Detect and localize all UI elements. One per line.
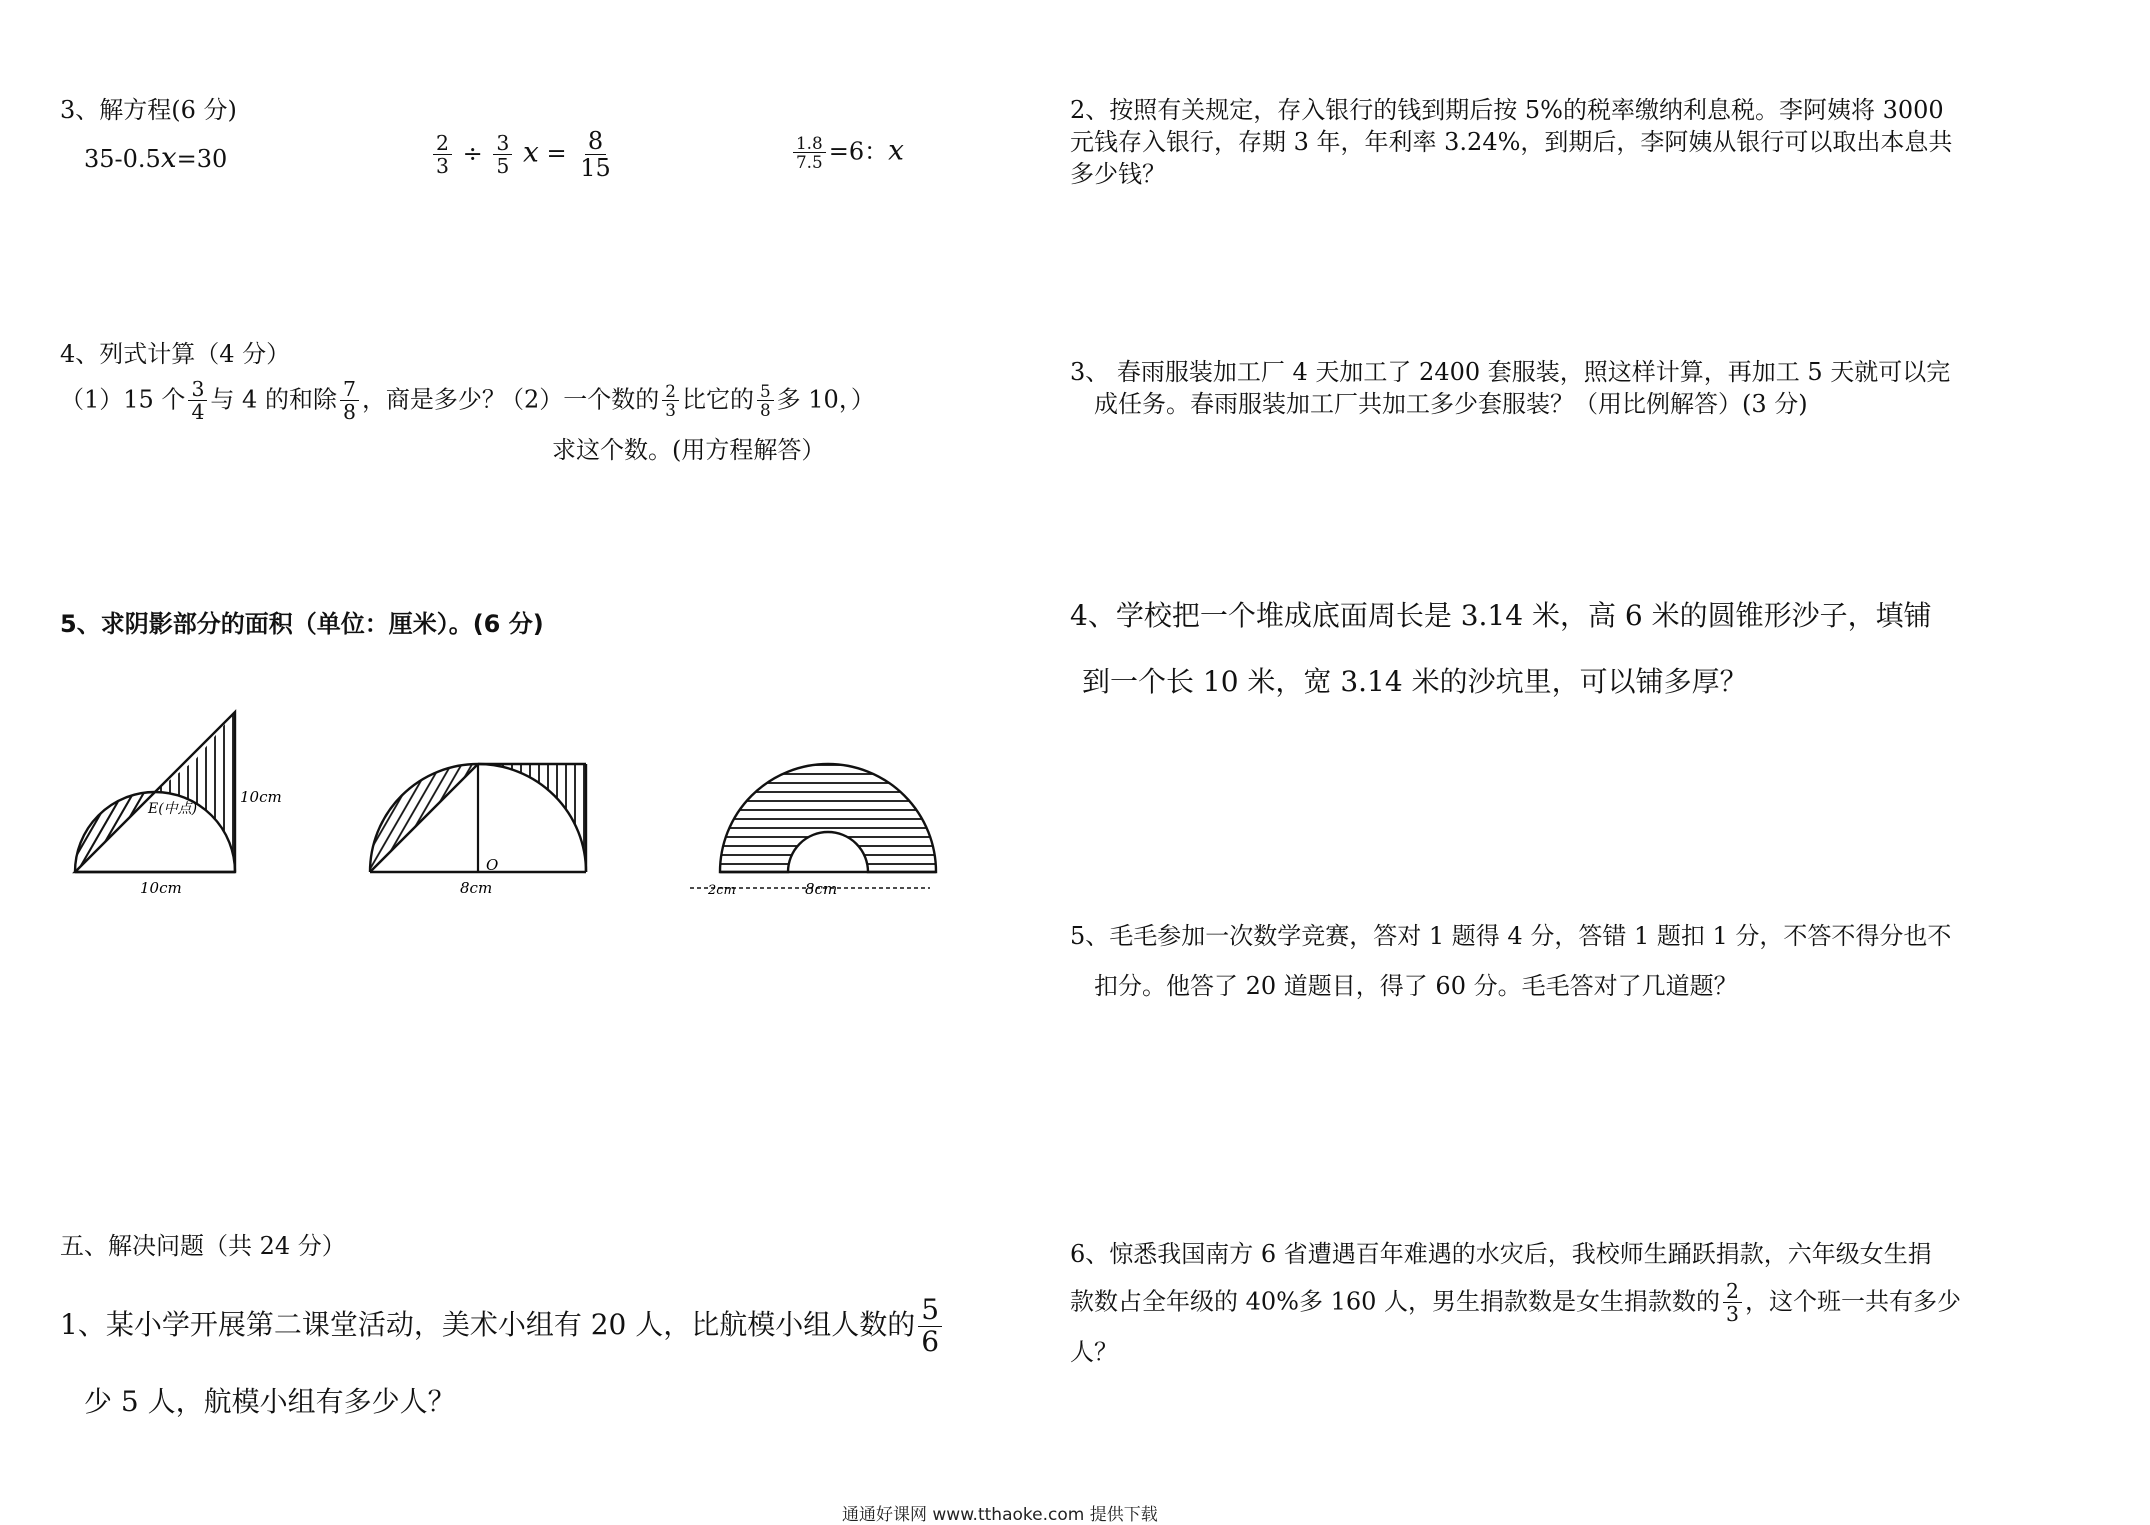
fig1-label-side: 10cm xyxy=(240,788,282,806)
eq2-frac-2-den: 5 xyxy=(496,154,510,179)
fig2-label-o: O xyxy=(486,856,499,874)
equation-1 xyxy=(84,142,227,175)
r-q6-line-1: 6、惊悉我国南方 6 省遭遇百年难遇的水灾后，我校师生踊跃捐款，六年级女生捐 xyxy=(1070,1240,1932,1268)
figure-3 xyxy=(690,764,936,898)
eq2-frac-1-den: 3 xyxy=(436,154,449,179)
r-q5-line-1: 5、毛毛参加一次数学竞赛，答对 1 题得 4 分，答错 1 题扣 1 分，不答不得分也不 xyxy=(1070,922,1952,950)
r-q6-line-3: 人？ xyxy=(1070,1338,1118,1366)
eq1-var: x xyxy=(160,141,177,174)
eq2-frac-2-num: 3 xyxy=(493,132,512,155)
r-q5-line-2: 扣分。他答了 20 道题目，得了 60 分。毛毛答对了几道题？ xyxy=(1094,972,1738,1000)
q4-p1-frac-1 xyxy=(188,378,207,424)
eq3-var: x xyxy=(888,133,904,167)
figure-2 xyxy=(370,764,586,897)
eq2-var: x xyxy=(523,135,539,169)
eq2-divide: ÷ xyxy=(462,139,483,168)
eq1-rhs: =30 xyxy=(176,145,228,173)
q4-p2-frac-1 xyxy=(662,382,679,420)
r-q6-text-b: ，这个班一共有多少 xyxy=(1745,1287,1962,1316)
q4-p1-frac-2 xyxy=(340,378,359,424)
r-q6-text-a: 款数占全年级的 40%多 160 人，男生捐款数是女生捐款数的 xyxy=(1070,1287,1721,1316)
sec5-q1-frac xyxy=(918,1295,942,1358)
q4-p1-frac-1-num: 3 xyxy=(188,378,207,401)
q4-p2-frac-1-den: 3 xyxy=(665,400,676,421)
section-5-title: 五、解决问题（共 24 分） xyxy=(60,1232,346,1260)
r-q2-line-3: 多少钱？ xyxy=(1070,160,1166,188)
eq2-frac-1 xyxy=(433,132,452,178)
q4-p2-frac-1-num: 2 xyxy=(662,382,679,401)
r-q6-frac-num: 2 xyxy=(1723,1280,1742,1303)
eq2-frac-3 xyxy=(577,128,614,182)
eq2-frac-1-num: 2 xyxy=(433,132,452,155)
q4-p1-text-b: 与 4 的和除 xyxy=(210,385,337,414)
q4-p2-text-c: 多 10，） xyxy=(776,385,875,414)
eq2-frac-3-den: 15 xyxy=(580,154,611,183)
q4-p2-frac-2-num: 5 xyxy=(757,382,774,401)
fig1-label-center: E(中点) xyxy=(148,801,198,817)
q5-title: 5、求阴影部分的面积（单位：厘米）。(6 分) xyxy=(60,610,544,638)
q4-title: 4、列式计算（4 分） xyxy=(60,340,291,368)
r-q6-line-2 xyxy=(1070,1280,1961,1326)
q4-p1-frac-2-den: 8 xyxy=(342,400,356,425)
r-q6-frac-den: 3 xyxy=(1726,1302,1740,1327)
q4-p1-text-a: （1）15 个 xyxy=(60,385,186,414)
equation-3 xyxy=(790,134,904,172)
fig3-label-a: 2cm xyxy=(708,883,736,898)
sec5-q1-line-2: 少 5 人，航模小组有多少人？ xyxy=(84,1385,456,1418)
footer-text: 通通好课网 www.tthaoke.com 提供下载 xyxy=(842,1505,1158,1525)
r-q3-line-2: 成任务。春雨服装加工厂共加工多少套服装？（用比例解答）(3 分) xyxy=(1094,390,1808,418)
r-q2-line-1: 2、按照有关规定，存入银行的钱到期后按 5%的税率缴纳利息税。李阿姨将 3000 xyxy=(1070,96,1944,124)
q4-part-1 xyxy=(60,378,506,424)
q4-p2-frac-2 xyxy=(757,382,774,420)
r-q2-line-2: 元钱存入银行，存期 3 年，年利率 3.24%，到期后，李阿姨从银行可以取出本息共 xyxy=(1070,128,1953,156)
sec5-q1-frac-den: 6 xyxy=(921,1324,940,1358)
eq1-lhs: 35-0.5 xyxy=(84,145,161,173)
fig2-label-bottom: 8cm xyxy=(460,879,493,897)
sec5-q1-text: 1、某小学开展第二课堂活动，美术小组有 20 人，比航模小组人数的 xyxy=(60,1307,916,1341)
r-q4-line-1: 4、学校把一个堆成底面周长是 3.14 米，高 6 米的圆锥形沙子，填铺 xyxy=(1070,599,1932,632)
q3-title: 3、解方程(6 分) xyxy=(60,96,237,124)
q5-figures xyxy=(60,700,960,920)
q4-part-2-line-2: 求这个数。(用方程解答） xyxy=(552,436,826,464)
sec5-q1-frac-num: 5 xyxy=(918,1295,942,1327)
q4-p1-frac-1-den: 4 xyxy=(191,400,205,425)
q4-p1-frac-2-num: 7 xyxy=(340,378,359,401)
figure-1 xyxy=(75,712,282,897)
r-q4-line-2: 到一个长 10 米，宽 3.14 米的沙坑里，可以铺多厚？ xyxy=(1082,665,1748,698)
r-q3-line-1: 3、 春雨服装加工厂 4 天加工了 2400 套服装，照这样计算，再加工 5 天就可以完 xyxy=(1070,358,1951,386)
sec5-q1-line-1 xyxy=(60,1295,945,1358)
eq2-frac-3-num: 8 xyxy=(585,128,606,155)
q4-p2-text-b: 比它的 xyxy=(681,385,754,414)
eq3-frac-den: 7.5 xyxy=(796,152,823,173)
q4-p2-text-a: （2）一个数的 xyxy=(500,385,660,414)
fig3-label-b: 8cm xyxy=(805,880,838,898)
q4-p2-frac-2-den: 8 xyxy=(759,400,771,421)
equation-2 xyxy=(430,128,617,182)
eq2-frac-2 xyxy=(493,132,512,178)
q4-p1-text-c: ，商是多少？ xyxy=(361,385,506,414)
eq3-frac-num: 1.8 xyxy=(793,134,826,153)
fig1-label-bottom: 10cm xyxy=(140,879,182,897)
r-q6-frac xyxy=(1723,1280,1742,1326)
eq3-frac xyxy=(793,134,826,172)
eq2-equals: = xyxy=(546,139,567,168)
eq3-rest: =6： xyxy=(828,137,889,166)
q4-part-2 xyxy=(500,382,875,420)
